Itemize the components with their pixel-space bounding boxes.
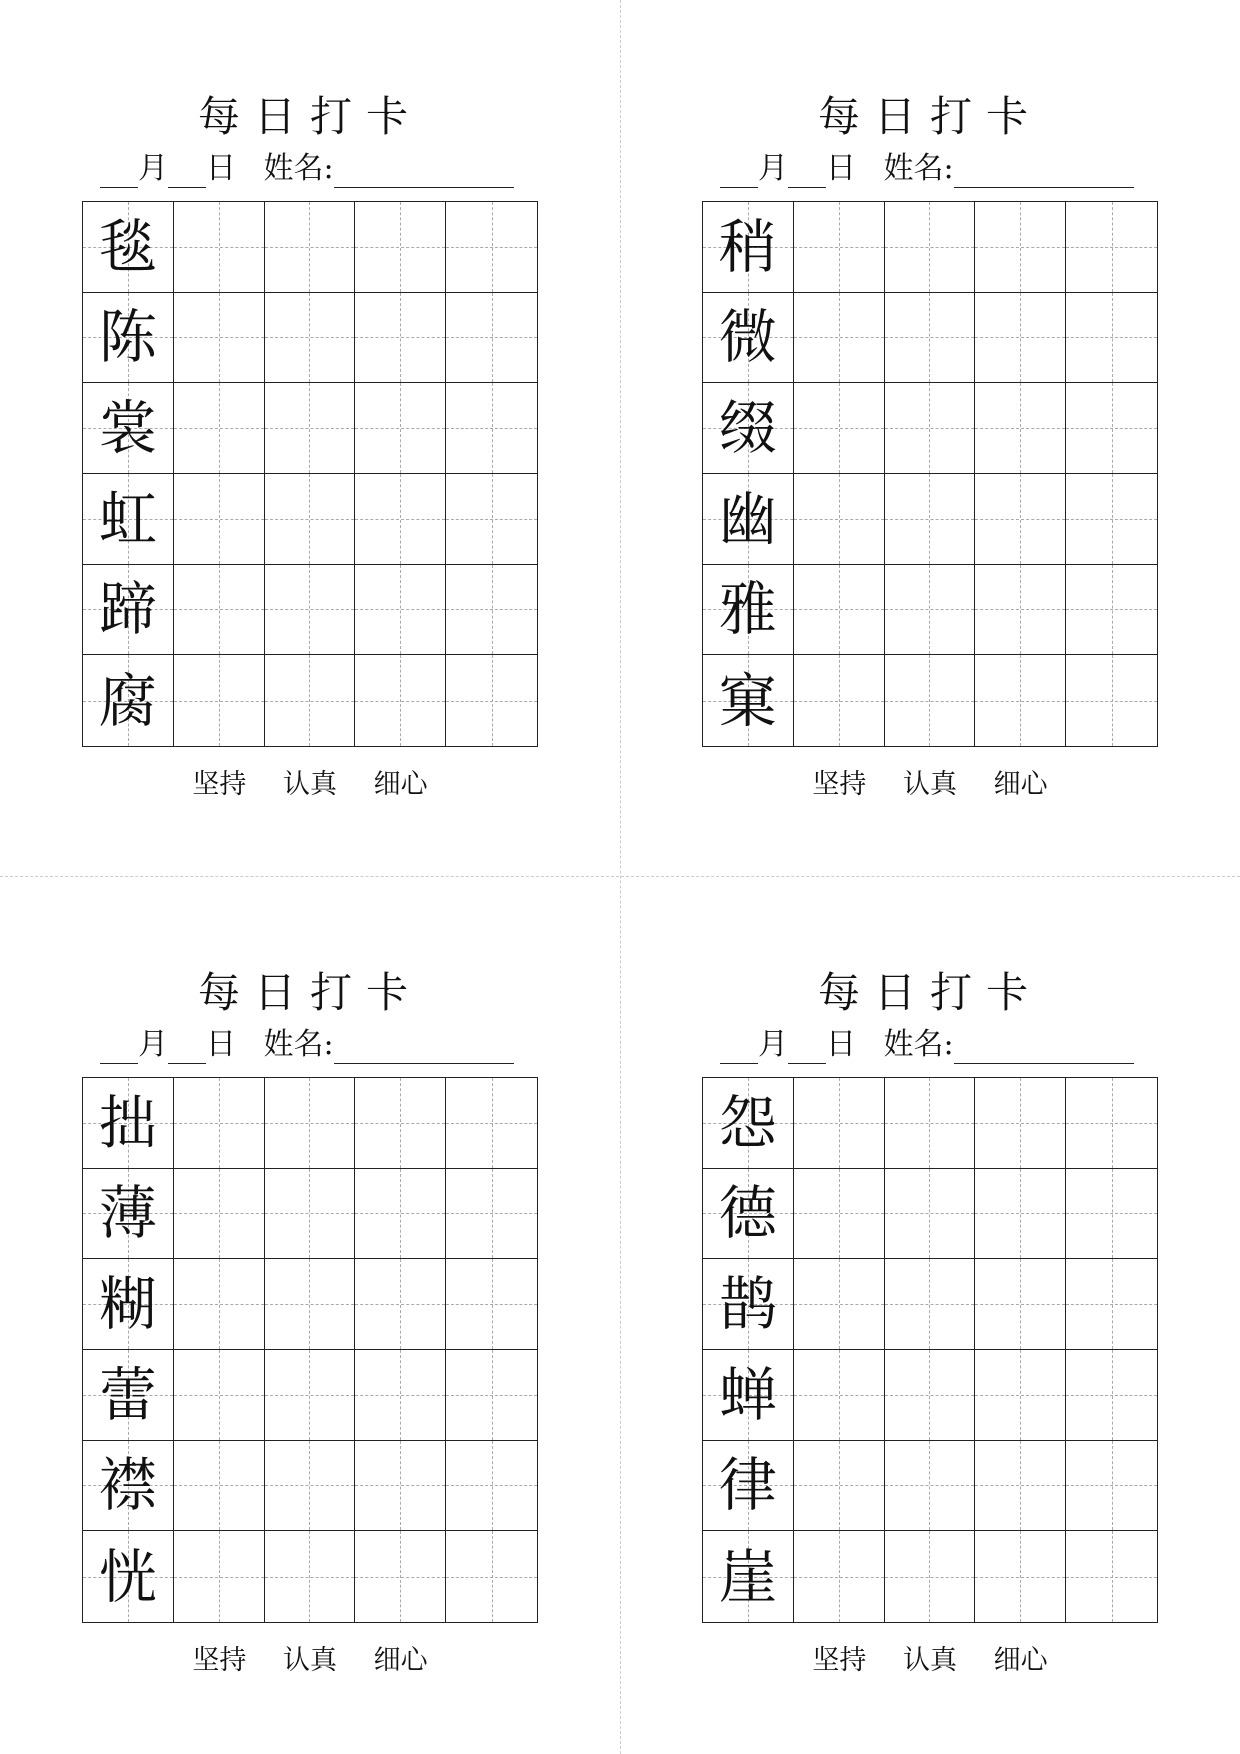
model-character: 襟 (98, 1451, 157, 1520)
practice-cell[interactable] (1066, 293, 1157, 384)
practice-cell[interactable] (265, 565, 356, 656)
model-character-cell (83, 565, 174, 656)
tianzige-grid (702, 201, 1158, 747)
practice-cell[interactable] (975, 1441, 1066, 1532)
name-blank[interactable] (954, 157, 1134, 188)
card-title: 每日打卡 (197, 92, 422, 141)
motto (702, 762, 1158, 801)
practice-cell[interactable] (355, 1259, 446, 1350)
practice-cell[interactable] (794, 202, 885, 293)
motto-word: 细心 (993, 769, 1048, 800)
model-character-cell (83, 1531, 174, 1622)
model-character: 毯 (98, 212, 157, 281)
practice-cell[interactable] (1066, 1259, 1157, 1350)
model-character: 拙 (98, 1088, 157, 1157)
name-label: 姓名: (263, 1027, 334, 1062)
practice-cell[interactable] (794, 565, 885, 656)
practice-cell[interactable] (885, 293, 976, 384)
practice-cell[interactable] (446, 293, 537, 384)
practice-cell[interactable] (975, 1169, 1066, 1260)
model-character: 缀 (718, 394, 777, 463)
model-character: 德 (718, 1179, 777, 1248)
date-name-line (720, 1026, 1134, 1064)
practice-cell[interactable] (355, 1441, 446, 1532)
practice-cell[interactable] (885, 655, 976, 746)
practice-cell[interactable] (355, 1169, 446, 1260)
model-character: 微 (718, 303, 777, 372)
practice-cell[interactable] (265, 655, 356, 746)
day-blank[interactable] (168, 1033, 206, 1064)
month-blank[interactable] (100, 157, 138, 188)
model-character: 陈 (98, 303, 157, 372)
practice-cell[interactable] (1066, 1078, 1157, 1169)
practice-cell[interactable] (174, 1531, 265, 1622)
practice-cell[interactable] (446, 474, 537, 565)
motto-word: 认真 (903, 1645, 957, 1676)
motto-word: 认真 (283, 1645, 337, 1676)
practice-cell[interactable] (885, 202, 976, 293)
day-label: 日 (826, 151, 856, 186)
practice-card (0, 876, 620, 1752)
practice-cell[interactable] (446, 565, 537, 656)
practice-cell[interactable] (174, 293, 265, 384)
model-character: 虹 (98, 484, 157, 553)
name-blank[interactable] (334, 1033, 514, 1064)
practice-cell[interactable] (975, 1078, 1066, 1169)
practice-cell[interactable] (885, 1350, 976, 1441)
day-label: 日 (826, 1027, 856, 1062)
practice-cell[interactable] (1066, 383, 1157, 474)
month-label: 月 (758, 151, 788, 186)
model-character: 糊 (98, 1270, 157, 1339)
practice-cell[interactable] (975, 1350, 1066, 1441)
model-character-cell (83, 202, 174, 293)
practice-cell[interactable] (174, 1169, 265, 1260)
model-character: 律 (718, 1451, 777, 1520)
practice-cell[interactable] (174, 202, 265, 293)
model-character-cell (83, 474, 174, 565)
model-character: 雅 (718, 575, 777, 644)
practice-cell[interactable] (885, 1078, 976, 1169)
motto-word: 认真 (903, 769, 957, 800)
practice-cell[interactable] (885, 1531, 976, 1622)
motto-word: 坚持 (192, 1645, 247, 1676)
practice-cell[interactable] (1066, 1531, 1157, 1622)
model-character-cell (83, 655, 174, 746)
practice-cell[interactable] (975, 655, 1066, 746)
practice-cell[interactable] (265, 293, 356, 384)
practice-cell[interactable] (174, 383, 265, 474)
practice-cell[interactable] (355, 1350, 446, 1441)
practice-cell[interactable] (355, 293, 446, 384)
month-blank[interactable] (100, 1033, 138, 1064)
practice-cell[interactable] (174, 655, 265, 746)
practice-cell[interactable] (174, 474, 265, 565)
model-character: 稍 (718, 212, 777, 281)
practice-cell[interactable] (446, 655, 537, 746)
month-blank[interactable] (720, 1033, 758, 1064)
practice-cell[interactable] (885, 1259, 976, 1350)
practice-cell[interactable] (794, 655, 885, 746)
model-character: 腐 (98, 666, 157, 735)
practice-cell[interactable] (446, 1531, 537, 1622)
model-character-cell (83, 1078, 174, 1169)
day-blank[interactable] (788, 157, 826, 188)
model-character: 崖 (718, 1542, 777, 1611)
motto-word: 坚持 (812, 769, 867, 800)
model-character: 蕾 (98, 1360, 157, 1429)
month-blank[interactable] (720, 157, 758, 188)
practice-cell[interactable] (975, 1531, 1066, 1622)
model-character: 裳 (98, 394, 157, 463)
model-character: 怨 (718, 1088, 777, 1157)
model-character-cell (703, 202, 794, 293)
name-label: 姓名: (263, 151, 334, 186)
practice-cell[interactable] (355, 565, 446, 656)
practice-cell[interactable] (1066, 1169, 1157, 1260)
practice-card (620, 0, 1240, 876)
month-label: 月 (758, 1027, 788, 1062)
practice-cell[interactable] (446, 1078, 537, 1169)
name-label: 姓名: (883, 1027, 954, 1062)
practice-cell[interactable] (885, 1169, 976, 1260)
model-character: 幽 (718, 484, 777, 553)
model-character: 窠 (718, 666, 777, 735)
practice-cell[interactable] (265, 1078, 356, 1169)
day-label: 日 (206, 1027, 236, 1062)
name-label: 姓名: (883, 151, 954, 186)
practice-cell[interactable] (355, 474, 446, 565)
model-character-cell (703, 474, 794, 565)
motto-word: 细心 (373, 1645, 428, 1676)
practice-cell[interactable] (355, 1531, 446, 1622)
practice-cell[interactable] (174, 1259, 265, 1350)
practice-card (0, 0, 620, 876)
practice-cell[interactable] (975, 1259, 1066, 1350)
practice-cell[interactable] (174, 1078, 265, 1169)
practice-card (620, 876, 1240, 1752)
practice-cell[interactable] (265, 383, 356, 474)
practice-cell[interactable] (885, 474, 976, 565)
practice-cell[interactable] (446, 383, 537, 474)
model-character-cell (703, 293, 794, 384)
practice-cell[interactable] (265, 1259, 356, 1350)
motto (702, 1638, 1158, 1677)
model-character-cell (703, 1441, 794, 1532)
model-character-cell (703, 1169, 794, 1260)
practice-cell[interactable] (1066, 1441, 1157, 1532)
practice-cell[interactable] (975, 565, 1066, 656)
tianzige-grid (82, 201, 538, 747)
practice-cell[interactable] (1066, 1350, 1157, 1441)
practice-cell[interactable] (446, 1259, 537, 1350)
practice-cell[interactable] (1066, 202, 1157, 293)
date-name-line (100, 150, 514, 188)
card-title: 每日打卡 (197, 968, 422, 1017)
practice-cell[interactable] (794, 293, 885, 384)
model-character: 蹄 (98, 575, 157, 644)
motto (82, 762, 538, 801)
motto-word: 坚持 (812, 1645, 867, 1676)
month-label: 月 (138, 151, 168, 186)
practice-cell[interactable] (355, 383, 446, 474)
practice-cell[interactable] (885, 1441, 976, 1532)
model-character-cell (703, 1078, 794, 1169)
practice-cell[interactable] (975, 383, 1066, 474)
day-blank[interactable] (788, 1033, 826, 1064)
practice-cell[interactable] (265, 1169, 356, 1260)
practice-cell[interactable] (355, 1078, 446, 1169)
practice-cell[interactable] (265, 474, 356, 565)
card-title: 每日打卡 (817, 92, 1042, 141)
month-label: 月 (138, 1027, 168, 1062)
motto-word: 细心 (993, 1645, 1048, 1676)
practice-cell[interactable] (794, 1259, 885, 1350)
practice-cell[interactable] (174, 1441, 265, 1532)
day-blank[interactable] (168, 157, 206, 188)
model-character-cell (703, 655, 794, 746)
name-blank[interactable] (954, 1033, 1134, 1064)
model-character-cell (83, 1259, 174, 1350)
name-blank[interactable] (334, 157, 514, 188)
practice-cell[interactable] (1066, 565, 1157, 656)
practice-cell[interactable] (265, 1531, 356, 1622)
practice-cell[interactable] (794, 1078, 885, 1169)
practice-cell[interactable] (265, 202, 356, 293)
practice-cell[interactable] (446, 1350, 537, 1441)
motto-word: 认真 (283, 769, 337, 800)
practice-cell[interactable] (446, 1441, 537, 1532)
practice-cell[interactable] (446, 1169, 537, 1260)
practice-cell[interactable] (975, 474, 1066, 565)
motto (82, 1638, 538, 1677)
practice-cell[interactable] (885, 565, 976, 656)
model-character-cell (703, 383, 794, 474)
practice-cell[interactable] (446, 202, 537, 293)
practice-cell[interactable] (794, 1350, 885, 1441)
practice-cell[interactable] (1066, 474, 1157, 565)
practice-cell[interactable] (794, 474, 885, 565)
date-name-line (720, 150, 1134, 188)
practice-cell[interactable] (794, 383, 885, 474)
tianzige-grid (702, 1077, 1158, 1623)
practice-cell[interactable] (174, 1350, 265, 1441)
model-character: 薄 (98, 1179, 157, 1248)
practice-cell[interactable] (794, 1531, 885, 1622)
practice-cell[interactable] (1066, 655, 1157, 746)
model-character-cell (703, 1531, 794, 1622)
practice-cell[interactable] (794, 1441, 885, 1532)
motto-word: 细心 (373, 769, 428, 800)
model-character-cell (703, 1259, 794, 1350)
practice-cell[interactable] (265, 1441, 356, 1532)
model-character-cell (703, 565, 794, 656)
day-label: 日 (206, 151, 236, 186)
card-title: 每日打卡 (817, 968, 1042, 1017)
model-character: 蝉 (718, 1360, 777, 1429)
model-character: 恍 (98, 1542, 157, 1611)
practice-cell[interactable] (174, 565, 265, 656)
model-character-cell (83, 1441, 174, 1532)
model-character-cell (83, 1350, 174, 1441)
practice-cell[interactable] (265, 1350, 356, 1441)
practice-cell[interactable] (355, 202, 446, 293)
model-character-cell (83, 293, 174, 384)
model-character: 鹊 (718, 1270, 777, 1339)
practice-cell[interactable] (975, 202, 1066, 293)
motto-word: 坚持 (192, 769, 247, 800)
date-name-line (100, 1026, 514, 1064)
practice-cell[interactable] (975, 293, 1066, 384)
model-character-cell (83, 383, 174, 474)
model-character-cell (703, 1350, 794, 1441)
practice-cell[interactable] (794, 1169, 885, 1260)
tianzige-grid (82, 1077, 538, 1623)
practice-cell[interactable] (885, 383, 976, 474)
practice-cell[interactable] (355, 655, 446, 746)
model-character-cell (83, 1169, 174, 1260)
